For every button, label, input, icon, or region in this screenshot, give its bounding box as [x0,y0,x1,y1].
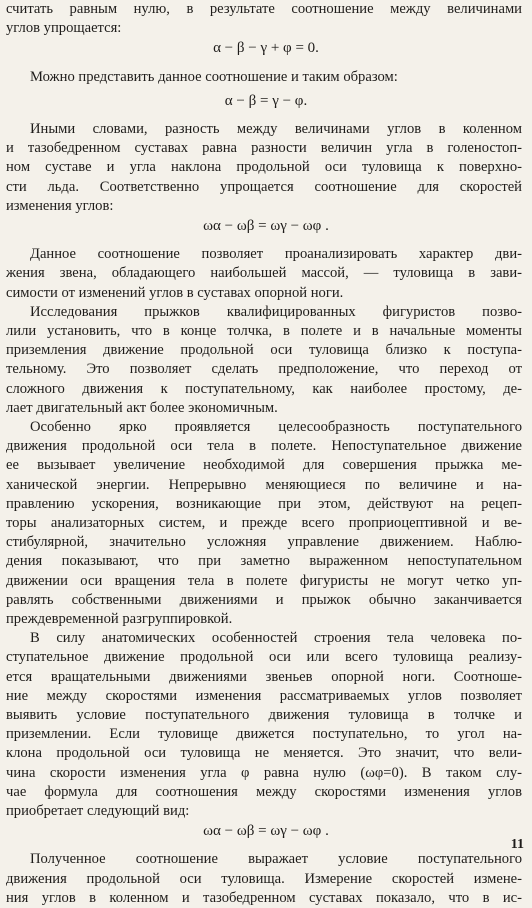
text-line: Полученное соотношение выражает условие поступательного [30,850,522,869]
formula: α − β = γ − φ. [0,91,532,111]
text-line: сложного движения к поступательному, как наиболее простому, де- [6,380,522,399]
text-line: лили установить, что в конце толчка, в полете и в начальные моменты [6,322,522,341]
text-line: дения показывают, что при заметно выраженном непоступательном [6,552,522,571]
text-line: правлению ускорения, возникающие при этом, действуют на рецеп- [6,495,522,514]
text-line: лает двигательный акт более экономичным. [6,399,522,418]
text-line: Особенно ярко проявляется целесообразность поступательного [30,418,522,437]
formula: ωα − ωβ = ωγ − ωφ . [0,216,532,236]
text-line: движения продольной оси тела в полете. Непоступательное движение [6,437,522,456]
text-line: стибулярной, значительно усложняя управление движением. Наблю- [6,533,522,552]
text-line: сти льда. Соответственно упрощается соотношение для скоростей [6,178,522,197]
text-line: приземления движение продольной оси туловища близко к поступа- [6,341,522,360]
text-line: симости от изменений углов в суставах опорной ноги. [6,284,522,303]
text-line: Можно представить данное соотношение и таким образом: [30,68,522,87]
text-line: ется вращательными движениями звеньев опорной ноги. Соотноше- [6,668,522,687]
formula: α − β − γ + φ = 0. [0,38,532,58]
text-line: углов упрощается: [6,19,522,38]
text-line: и тазобедренном суставах равна разности величин угла в голеностоп- [6,139,522,158]
text-line: жения звена, обладающего наибольшей массой, — туловища в зави- [6,264,522,283]
formula: ωα − ωβ = ωγ − ωφ . [0,821,532,841]
text-line: чае формула для соотношения между скоростями изменения углов [6,783,522,802]
text-line: торы анализаторных систем, и прежде всего проприоцептивной и ве- [6,514,522,533]
text-line: ее вызывает увеличение необходимой для совершения прыжка ме- [6,456,522,475]
text-line: Иными словами, разность между величинами углов в коленном [30,120,522,139]
text-line: ном суставе и угла наклона продольной оси туловища к поверхно- [6,158,522,177]
text-line: движении оси вращения тела в полете фигуристы не могут четко уп- [6,572,522,591]
text-line: Исследования прыжков квалифицированных фигуристов позво- [30,303,522,322]
text-line: тельному. Это позволяет сделать предположение, что переход от [6,360,522,379]
text-line: приземлении. Если туловище движется поступательно, то угол на- [6,725,522,744]
text-line: ханической энергии. Непрерывно меняющиеся по величине и на- [6,476,522,495]
text-line: В силу анатомических особенностей строения тела человека по- [30,629,522,648]
text-line: считать равным нулю, в результате соотношение между величинами [6,0,522,19]
text-line: движения продольной оси туловища. Измерение скоростей измене- [6,870,522,889]
text-line: чина скорости изменения угла φ равна нулю (ωφ=0). В таком слу- [6,764,522,783]
text-line: изменения углов: [6,197,522,216]
text-line: Данное соотношение позволяет проанализировать характер дви- [30,245,522,264]
text-line: приобретает следующий вид: [6,802,522,821]
text-line: ступательное движение продольной оси или всего туловища реализу- [6,648,522,667]
page-number: 11 [511,837,524,853]
text-line: равлять собственными движениями и прыжок обычно заканчивается [6,591,522,610]
text-line: ния углов в коленном и тазобедренном суставах показало, что в ис- [6,889,522,908]
text-line: клона продольной оси туловища не меняется. Это значит, что вели- [6,744,522,763]
text-line: выявить условие поступательного движения туловища в толчке и [6,706,522,725]
text-line: ние между скоростями изменения рассматриваемых углов позволяет [6,687,522,706]
text-line: преждевременной разгруппировкой. [6,610,522,629]
